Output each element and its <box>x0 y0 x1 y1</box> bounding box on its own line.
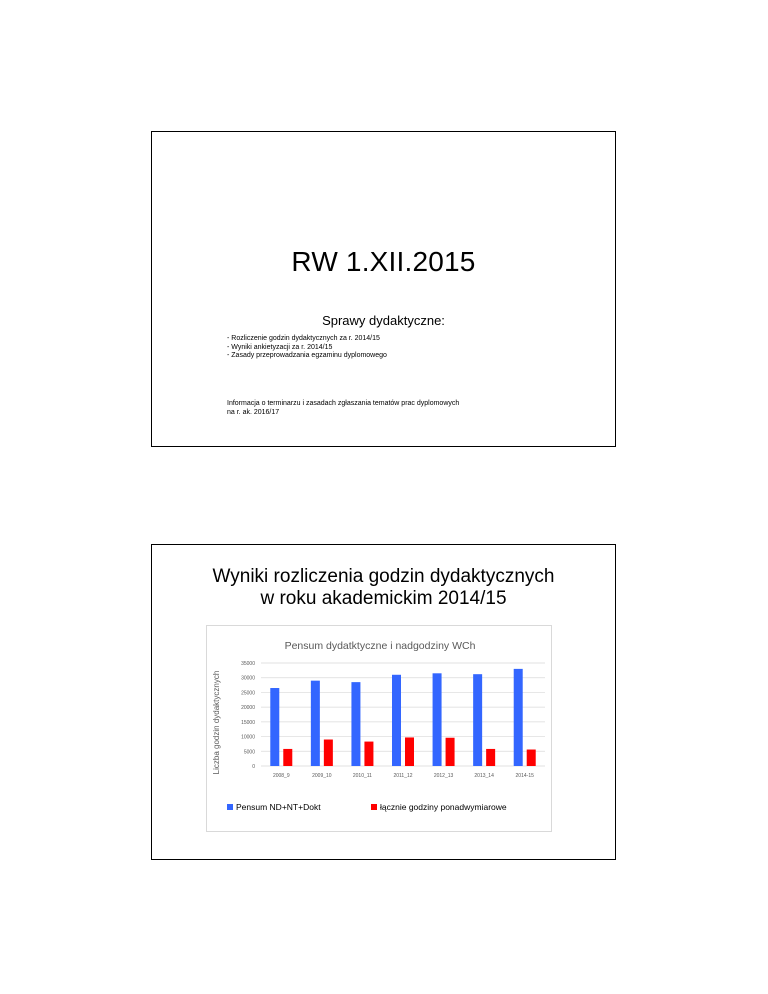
slide-1 <box>151 131 616 447</box>
y-tick-label: 15000 <box>241 719 255 726</box>
list-item: - Wyniki ankietyzacji za r. 2014/15 <box>227 343 333 351</box>
bar-overtime <box>446 738 455 766</box>
y-tick-label: 10000 <box>241 734 255 741</box>
bar-overtime <box>527 750 536 766</box>
x-tick-label: 2011_12 <box>393 773 413 779</box>
bar-pensum <box>351 682 360 766</box>
y-axis-label: Liczba godzin dydaktycznych <box>212 670 221 775</box>
x-tick-label: 2010_11 <box>352 773 372 779</box>
agenda-list <box>227 335 387 361</box>
info-text <box>227 400 527 417</box>
info-line-2: na r. ak. 2016/17 <box>227 408 280 416</box>
x-tick-label: 2008_9 <box>272 773 290 779</box>
x-tick-label: 2012_13 <box>433 773 454 779</box>
bar-overtime <box>405 737 414 766</box>
list-item: - Zasady przeprowadzania egzaminu dyplomowego <box>227 352 387 360</box>
info-line-1: Informacja o terminarzu i zasadach zgłaszania tematów prac dyplomowych <box>227 400 460 407</box>
slide-2 <box>151 544 616 860</box>
legend-swatch-overtime <box>371 804 377 810</box>
slide-1-title: RW 1.XII.2015 <box>291 246 476 277</box>
x-tick-label: 2014-15 <box>515 773 534 779</box>
chart <box>206 625 552 832</box>
x-tick-label: 2009_10 <box>312 773 332 779</box>
slide-2-title-line-2: w roku akademickim 2014/15 <box>260 588 507 609</box>
y-tick-label: 30000 <box>241 675 255 682</box>
bar-pensum <box>270 688 279 766</box>
y-tick-label: 25000 <box>241 690 255 697</box>
bar-overtime <box>283 749 292 766</box>
legend-swatch-pensum <box>227 804 233 810</box>
y-tick-label: 0 <box>252 764 255 770</box>
bar-pensum <box>473 674 482 766</box>
chart-svg <box>207 626 553 833</box>
legend-label-overtime: łącznie godziny ponadwymiarowe <box>380 802 507 812</box>
chart-title: Pensum dydatktyczne i nadgodziny WCh <box>284 640 476 652</box>
bar-pensum <box>311 681 320 766</box>
bar-pensum <box>392 675 401 766</box>
slide-1-subtitle: Sprawy dydaktyczne: <box>322 313 445 328</box>
x-tick-label: 2013_14 <box>474 773 494 779</box>
y-tick-label: 5000 <box>243 749 255 756</box>
list-item: - Rozliczenie godzin dydaktycznych za r. 2014/15 <box>227 335 380 342</box>
slide-2-title <box>152 566 615 610</box>
y-tick-label: 20000 <box>241 705 255 712</box>
bar-pensum <box>514 669 523 766</box>
legend-label-pensum: Pensum ND+NT+Dokt <box>236 802 321 812</box>
y-tick-label: 35000 <box>241 661 255 667</box>
bar-pensum <box>433 673 442 766</box>
bar-overtime <box>486 749 495 766</box>
slide-2-title-line-1: Wyniki rozliczenia godzin dydaktycznych <box>212 566 555 587</box>
bar-overtime <box>324 740 333 766</box>
bar-overtime <box>364 742 373 766</box>
